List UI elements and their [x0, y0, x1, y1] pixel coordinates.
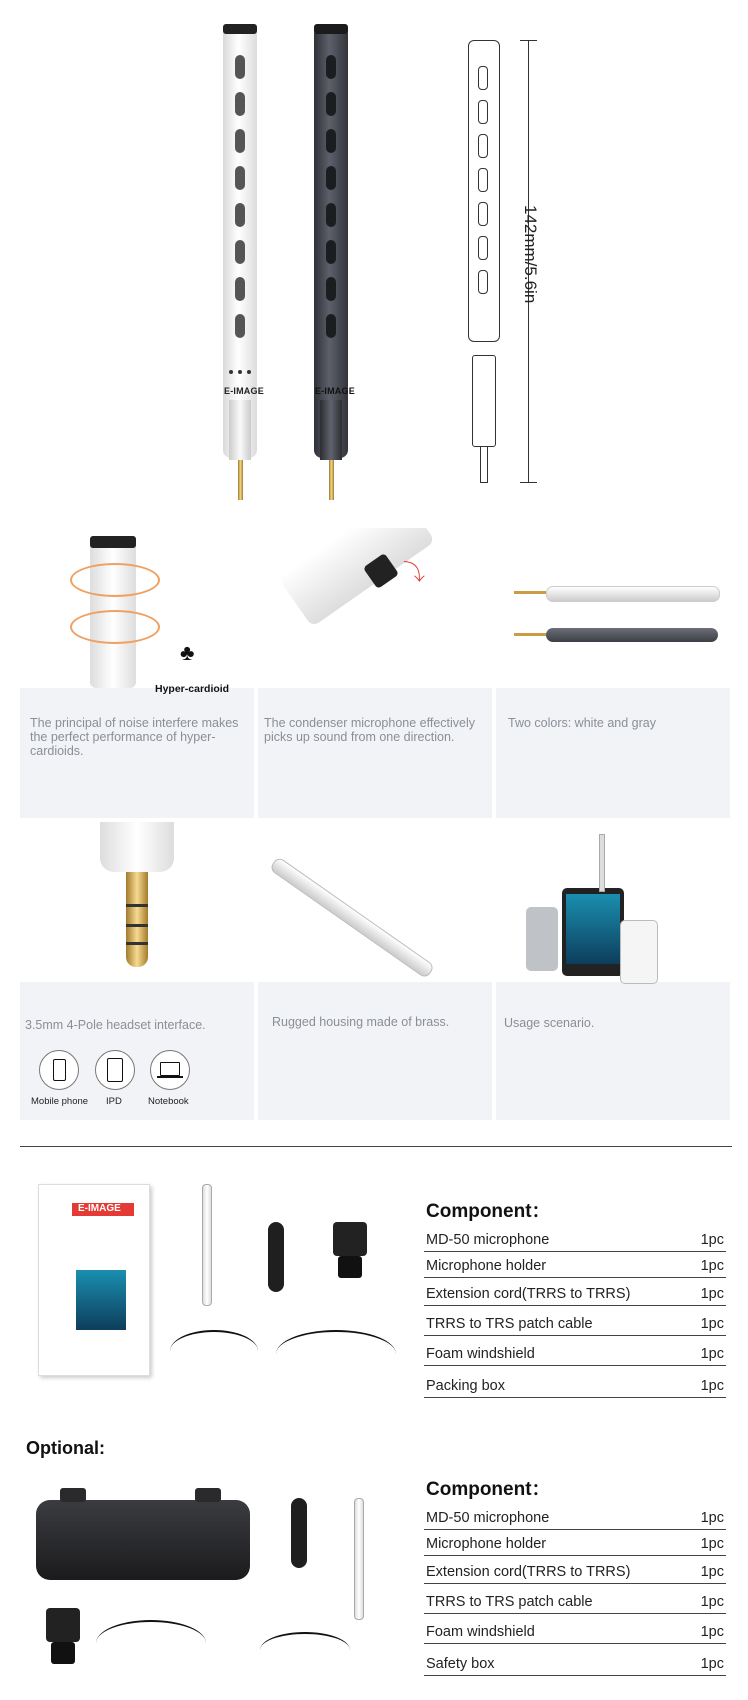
optional-component-row: Foam windshield 1pc	[424, 1617, 726, 1644]
optional-component-row: TRRS to TRS patch cable 1pc	[424, 1587, 726, 1614]
dimension-label: 142mm/5.6in	[521, 205, 540, 304]
tablet-icon	[95, 1050, 135, 1090]
component-row: Packing box 1pc	[424, 1371, 726, 1398]
component-row: TRRS to TRS patch cable 1pc	[424, 1309, 726, 1336]
feature-caption: Usage scenario.	[504, 1016, 595, 1030]
feature-cell-usage	[496, 822, 730, 1120]
box-brand-label: E-IMAGE	[78, 1203, 121, 1214]
feature-caption: Two colors: white and gray	[508, 716, 656, 730]
optional-component-row: Extension cord(TRRS to TRRS) 1pc	[424, 1557, 726, 1584]
hyper-cardioid-photo	[20, 528, 254, 695]
phone-icon	[39, 1050, 79, 1090]
notebook-icon	[150, 1050, 190, 1090]
feature-cell-condenser	[258, 528, 492, 818]
feature-caption: The principal of noise interfere makes the perfect performance of hyper-cardioids.	[30, 716, 239, 758]
optional-component-row: Safety box 1pc	[424, 1649, 726, 1676]
feature-cell-interface	[20, 822, 254, 1120]
feature-caption: 3.5mm 4-Pole headset interface.	[25, 1018, 206, 1032]
component-row: Foam windshield 1pc	[424, 1339, 726, 1366]
mic-brand-label: E-IMAGE	[224, 386, 264, 396]
red-arrow-icon: ⤵	[403, 560, 426, 585]
feature-cell-hyper-cardioid	[20, 528, 254, 818]
component-title: Component：	[426, 1201, 551, 1222]
feature-caption: The condenser microphone effectively picks up sound from one direction.	[264, 716, 475, 744]
condenser-photo	[258, 528, 492, 688]
section-divider	[20, 1146, 732, 1147]
optional-component-row: MD-50 microphone 1pc	[424, 1503, 726, 1530]
feature-cell-brass	[258, 822, 492, 1120]
feature-caption: Rugged housing made of brass.	[272, 1015, 450, 1029]
cardioid-pattern-icon: ♣	[180, 640, 195, 665]
device-label-notebook: Notebook	[148, 1096, 189, 1107]
component-row: Microphone holder 1pc	[424, 1251, 726, 1278]
interface-photo	[20, 822, 254, 982]
usage-scenario-photo	[496, 822, 730, 982]
component-row: MD-50 microphone 1pc	[424, 1225, 726, 1252]
optional-component-title: Component：	[426, 1479, 551, 1500]
two-colors-photo	[496, 528, 730, 688]
optional-component-row: Microphone holder 1pc	[424, 1529, 726, 1556]
optional-heading: Optional:	[26, 1438, 105, 1458]
feature-cell-colors	[496, 528, 730, 818]
device-label-mobile: Mobile phone	[31, 1096, 89, 1107]
brass-housing-photo	[258, 822, 492, 982]
device-label-ipd: IPD	[106, 1096, 122, 1107]
hyper-cardioid-label: Hyper-cardioid	[155, 683, 230, 695]
mic-brand-label-gray: E-IMAGE	[315, 386, 355, 396]
hero-section	[0, 0, 748, 510]
component-row: Extension cord(TRRS to TRRS) 1pc	[424, 1279, 726, 1306]
